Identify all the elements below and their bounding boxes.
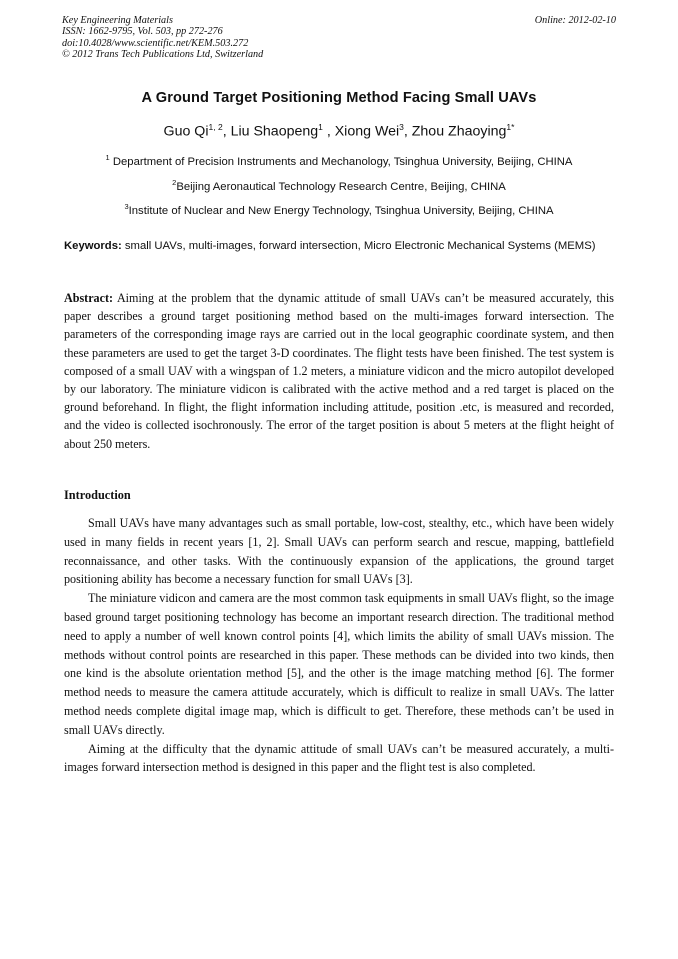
author-affiliation-mark: 1 [318,122,323,132]
introduction-body [64,514,614,777]
author-affiliation-mark: 1, 2 [208,122,223,132]
keywords-text: small UAVs, multi-images, forward intersection, Micro Electronic Mechanical Systems (MEMS) [121,240,596,252]
affiliation-text: Institute of Nuclear and New Energy Technology, Tsinghua University, Beijing, CHINA [128,204,554,217]
copyright-line: © 2012 Trans Tech Publications Ltd, Switzerland [62,49,264,61]
abstract-label: Abstract: [64,291,114,305]
journal-name: Key Engineering Materials [62,15,173,26]
author-name: Guo Qi [163,123,209,140]
author-name: Xiong Wei [334,123,400,140]
paragraph: The miniature vidicon and camera are the most common task equipments in small UAVs flight, so the image based ground target positioning technology has become an important research direction. The traditional method need to apply a number of well known control points [4], which limits the ability of small UAVs mission. The methods without control points are researched in this paper. These methods can be divided into two kinds, then one kind is the absolute orientation method [5], and the other is the image matching method [6]. The former method needs to measure the camera attitude accurately, which is difficult to realize in small UAVs. The latter method needs complete digital image map, which is difficult to get. Therefore, these methods can’t be used in small UAVs directly. [64,591,614,737]
keywords-label: Keywords: [64,240,122,252]
affiliation [62,202,616,217]
author-affiliation-mark: 1* [506,122,515,132]
affiliation-text: Department of Precision Instruments and Mechanology, Tsinghua University, Beijing, CHINA [109,155,573,168]
issn-line: ISSN: 1662-9795, Vol. 503, pp 272-276 [62,26,223,38]
paragraph: Aiming at the difficulty that the dynamic attitude of small UAVs can’t be measured accurately, a multi-images forward intersection method is designed in this paper and the flight test is also completed. [64,741,614,775]
abstract-text: Aiming at the problem that the dynamic attitude of small UAVs can’t be measured accurately, this paper describes a ground target positioning method based on the multi-images forward intersection. The parameters of the corresponding image rays are carried out in the local geographic coordinate system, and then these parameters are used to get the target 3-D coordinates. The flight tests have been finished. The test system is composed of a small UAV with a wingspan of 1.2 meters, a miniature vidicon and the micro autopilot developed by our laboratory. The miniature vidicon is calibrated with the active method and a red target is placed on the ground beforehand. In flight, the flight information including attitude, position .etc, is measured and recorded, and the video is collected isochronously. The error of the target position is about 5 meters at the flight height of about 250 meters. [64,291,614,451]
affiliation-mark: 2 [172,178,177,187]
doi-line: doi:10.4028/www.scientific.net/KEM.503.272 [62,37,249,49]
affiliation [62,178,616,193]
affiliation-mark: 1 [105,153,110,162]
online-date: Online: 2012-02-10 [534,15,616,26]
author-name: Zhou Zhaoying [411,123,507,140]
paper-title: A Ground Target Positioning Method Facing Small UAVs [141,90,537,106]
affiliation [62,153,616,168]
author-list: Guo Qi$^{1, 2}$, Liu Shaopeng$^1$ , Xiong Wei$^3$, Zhou Zhaoying$^{1*}$ [163,122,515,140]
section-heading: Introduction [64,488,131,502]
journal-header [62,15,616,61]
affiliation-mark: 3 [124,202,129,211]
abstract [64,289,614,453]
paragraph: Small UAVs have many advantages such as small portable, low-cost, stealthy, etc., which have been widely used in many fields in recent years [1, 2]. Small UAVs can perform search and rescue, mapping, battlefield reconnaissance, and other tasks. With the continuously expansion of the applications, the ground target positioning ability has become a necessary function for small UAVs [3]. [64,516,614,587]
affiliation-text: Beijing Aeronautical Technology Research Centre, Beijing, CHINA [176,180,506,193]
keywords [64,239,614,254]
author-affiliation-mark: 3 [399,122,404,132]
author-name: Liu Shaopeng [230,123,319,140]
